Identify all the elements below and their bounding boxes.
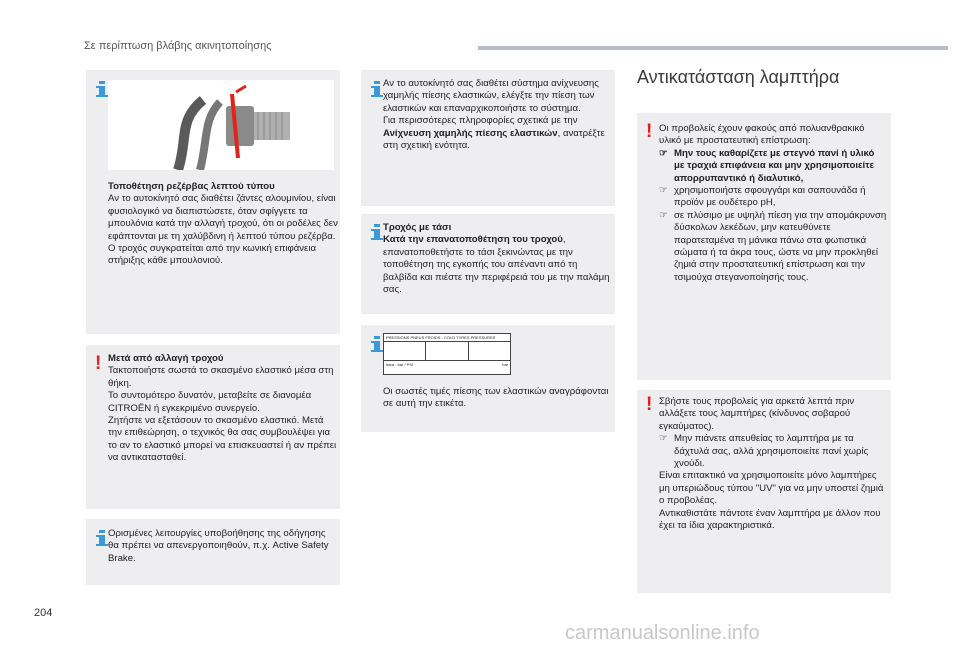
list-item: ☞ σε πλύσιμο με υψηλή πίεση για την απομάκρυνση δύσκολων λεκέδων, μην κατευθύνετε παρατεταμένα τη μάνικα πάνω στα φωτιστικά σώματα ή τα άκρα τους, ώστε να μην προκληθεί ζημιά στην προστατευτική επίστρωση και την τσιμούχα στεγανοποίησής τους. xyxy=(659,209,887,283)
wheel-bolt-illustration xyxy=(108,80,334,170)
headlamp-intro: Οι προβολείς έχουν φακούς από πολυανθρακικό υλικό με προστατευτική επίστρωση: xyxy=(659,123,865,147)
warning-icon: ! xyxy=(646,121,653,142)
box-driving-aids xyxy=(86,519,340,585)
warning-icon: ! xyxy=(95,353,102,374)
pointing-hand-icon: ☞ xyxy=(659,433,668,445)
hubcap-title: Τροχός με τάσι xyxy=(383,222,452,233)
box-pressure-label xyxy=(361,325,615,432)
box-tyre-pressure xyxy=(361,70,615,206)
spare-wheel-title: Τοποθέτηση ρεζέρβας λεπτού τύπου xyxy=(108,181,275,192)
pointing-hand-icon: ☞ xyxy=(659,147,668,159)
driving-aids-text: Ορισμένες λειτουργίες υποβοήθησης της οδήγησης θα πρέπει να απενεργοποιηθούν, π.χ. Active Safety Brake. xyxy=(108,528,329,564)
info-icon xyxy=(370,81,384,97)
info-icon xyxy=(370,336,384,352)
list-item: ☞ χρησιμοποιήστε σφουγγάρι και σαπουνάδα ή προϊόν με ουδέτερο pH, xyxy=(659,185,866,209)
label-unit: bar xyxy=(502,362,508,367)
page-number: 204 xyxy=(34,607,53,619)
spare-wheel-text: Αν το αυτοκίνητό σας διαθέτει ζάντες αλουμινίου, είναι φυσιολογικό να διαπιστώσετε, όταν σφίγγετε τα μπουλόνια κατά την αλλαγή τροχού, ότι οι ροδέλες δεν εφάπτονται με τη χαλύβδινη ή λεπτού τύπου ρεζέρβα. Ο τροχός συγκρατείται από την κωνική επιφάνεια στήριξης κάθε μπουλονιού. xyxy=(108,193,338,267)
bulb-intro: Σβήστε τους προβολείς για αρκετά λεπτά πριν αλλάξετε τους λαμπτήρες (κίνδυνος σοβαρού εγκαύματος). xyxy=(659,396,855,432)
label-title: PRESSIONS PNEUS FROIDS - COLD TYRES PRESSURES xyxy=(384,334,510,342)
hubcap-subtitle: Κατά την επανατοποθέτηση του τροχού xyxy=(383,234,563,246)
label-code: bara - bar / PSI xyxy=(386,362,414,367)
header-title: Σε περίπτωση βλάβης ακινητοποίησης xyxy=(84,40,272,52)
info-icon xyxy=(95,530,109,546)
after-change-text: Τακτοποιήστε σωστά το σκασμένο ελαστικό μέσα στη θήκη. Το συντομότερο δυνατόν, μεταβείτε σε διανομέα CITROËN ή εγκεκριμένο συνεργείο. Ζητήστε να εξετάσουν το σκασμένο ελαστικό. Μετά την επιθεώρηση, ο τεχνικός θα σας συμβουλέψει για το αν το ελαστικό μπορεί να επισκευαστεί ή αν πρέπει να αντικατασταθεί. xyxy=(108,365,337,464)
info-icon xyxy=(370,224,384,240)
list-item: ☞ Μην τους καθαρίζετε με στεγνό πανί ή υλικό με τραχιά επιφάνεια και μην χρησιμοποιείτε απορρυπαντικό ή διαλυτικό, xyxy=(659,147,875,184)
header-bar xyxy=(478,46,948,50)
box-after-wheel-change xyxy=(86,345,340,509)
hubcap-text: , επανατοποθετήστε το τάσι ξεκινώντας με την τοποθέτηση της εγκοπής του απέναντι από τη βαλβίδα και πιέστε την περιφέρειά του με την παλάμη σας. xyxy=(383,234,610,296)
wheel-bolt-image xyxy=(108,80,334,170)
pointing-hand-icon: ☞ xyxy=(659,209,668,221)
bulb-outro: Είναι επιτακτικό να χρησιμοποιείτε μόνο λαμπτήρες μη υπεριώδους τύπου "UV" για να μην υποστεί ζημιά ο προβολέας. Αντικαθιστάτε πάντοτε έναν λαμπτήρα με άλλον που έχει τα ίδια χαρακτηριστικά. xyxy=(659,470,884,532)
tyre-pressure-text-a: Αν το αυτοκίνητό σας διαθέτει σύστημα ανίχνευσης χαμηλής πίεσης ελαστικών, ελέγξτε την πίεση των ελαστικών και επαναρχικοποιήστε το σύστημα. Για περισσότερες πληροφορίες σχετικά με την xyxy=(383,78,599,127)
info-icon xyxy=(95,81,109,97)
list-item: ☞ Μην πιάνετε απευθείας το λαμπτήρα με τα δάχτυλά σας, αλλά χρησιμοποιείτε πανί χωρίς χνούδι. xyxy=(659,433,869,470)
box-spare-wheel xyxy=(86,70,340,334)
watermark: carmanualsonline.info xyxy=(565,622,760,644)
tyre-pressure-label xyxy=(383,333,511,375)
after-change-title: Μετά από αλλαγή τροχού xyxy=(108,353,224,364)
tyre-pressure-link: Ανίχνευση χαμηλής πίεσης ελαστικών xyxy=(383,127,558,139)
warning-icon: ! xyxy=(646,394,653,415)
box-hubcap xyxy=(361,214,615,314)
pointing-hand-icon: ☞ xyxy=(659,185,668,197)
box-bulb-change xyxy=(637,390,891,593)
tyre-pressure-text-b: , ανατρέξτε στη σχετική ενότητα. xyxy=(383,127,605,152)
section-title: Αντικατάσταση λαμπτήρα xyxy=(637,67,840,87)
pressure-label-text: Οι σωστές τιμές πίεσης των ελαστικών αναγράφονται σε αυτή την ετικέτα. xyxy=(383,386,609,410)
box-headlamp-care xyxy=(637,113,891,380)
